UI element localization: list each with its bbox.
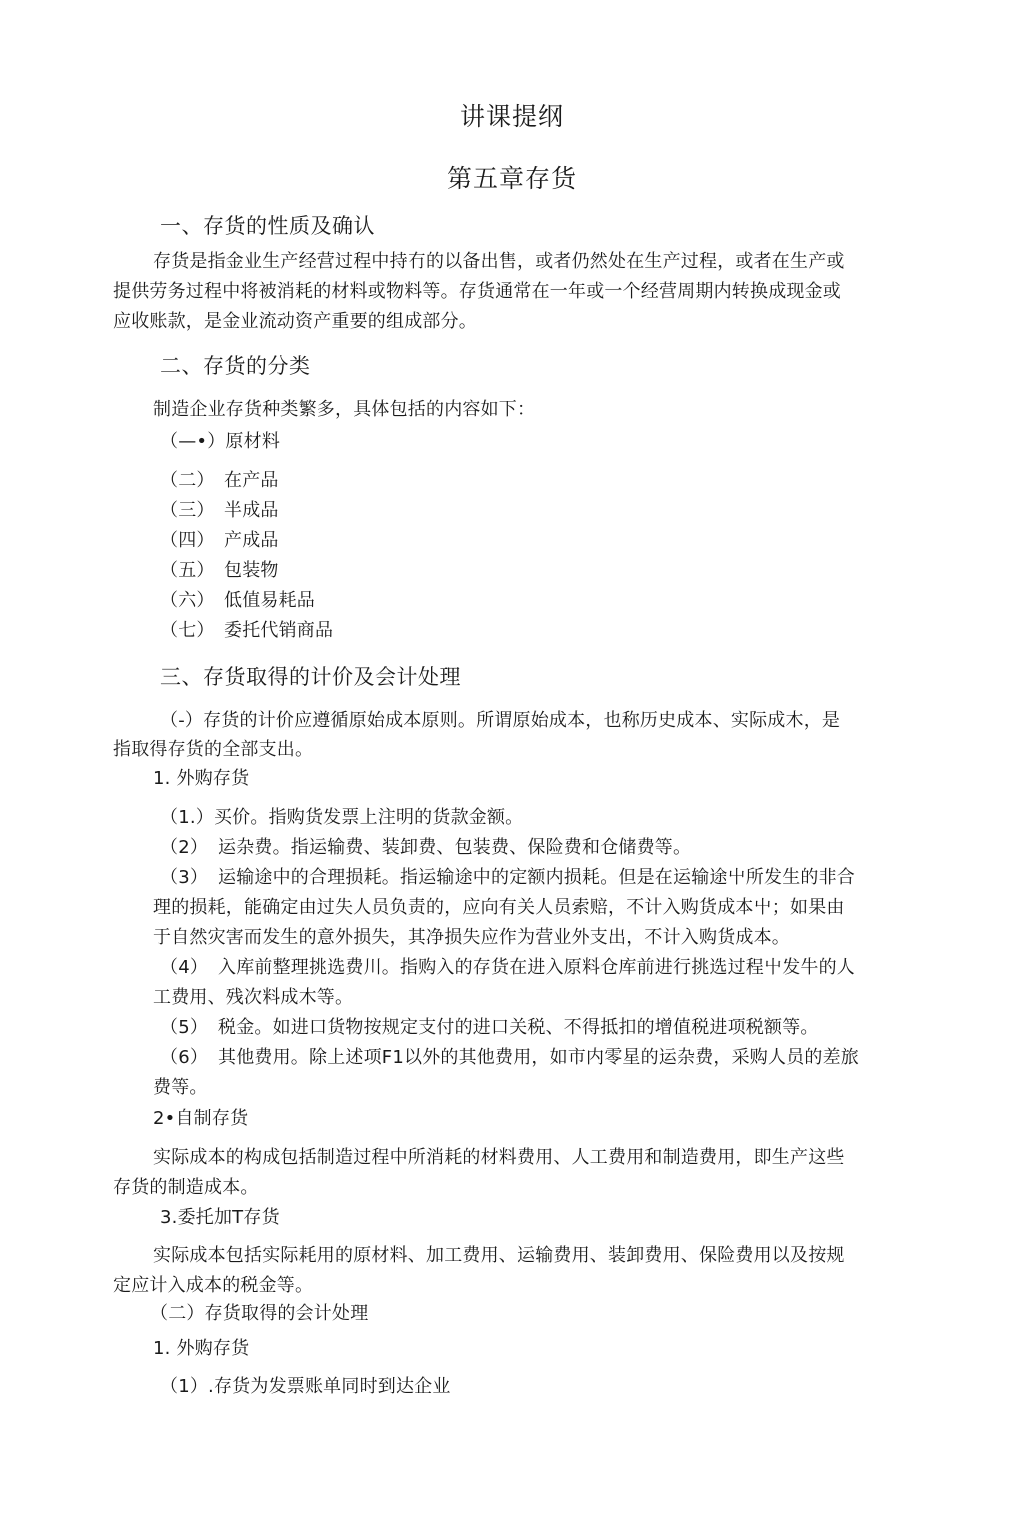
section-3-heading: 三、存货取得的计价及会计处理 bbox=[160, 665, 461, 689]
document-title: 讲课提纲 bbox=[459, 102, 564, 131]
cost-number: （6） bbox=[160, 1047, 209, 1068]
cost-item-5 bbox=[160, 1016, 819, 1040]
section-1-line-3: 应收账款，是金业流动资产重要的组成部分。 bbox=[113, 311, 477, 332]
cost-item-4 bbox=[160, 956, 855, 980]
accounting-item-1: （1）.存货为发票账单同时到达企业 bbox=[160, 1376, 451, 1397]
chapter-title: 第五章存货 bbox=[446, 164, 577, 193]
processing-line-2: 定应计入成本的税金等。 bbox=[113, 1275, 314, 1296]
section-1-line-2: 提供劳务过程中将被消耗的材料或物料等。存货通常在一年或一个经营周期内转换成现金或 bbox=[113, 281, 841, 302]
cost-item-1: （1.）买价。指购货发票上注明的货款金额。 bbox=[160, 807, 524, 828]
section-2-intro: 制造企业存货种类繁多，具体包括的内容如下： bbox=[153, 399, 536, 420]
cost-item-3-cont-1: 理的损耗，能确定由过失人员负责的，应向有关人员索赔，不计入购货成本屮；如果由 bbox=[153, 897, 845, 918]
category-item-1: （—•）原材料 bbox=[160, 431, 281, 452]
section-1-line-1: 存货是指金业生产经营过程中持冇的以备出售，或者仍然处在生产过程，或者在生产或 bbox=[153, 251, 845, 272]
cost-text: 其他费用。除上述项F1以外的其他费用，如市内零星的运杂费，采购人员的差旅 bbox=[218, 1047, 860, 1068]
category-label: 委托代销商品 bbox=[224, 620, 334, 641]
subheading-purchased: 1. 外购存货 bbox=[153, 768, 250, 789]
category-number: （三） bbox=[160, 500, 215, 521]
section-3-line-2: 指取得存货的全部支出。 bbox=[113, 739, 314, 760]
category-number: （五） bbox=[160, 560, 215, 581]
cost-item-6-cont: 费等。 bbox=[153, 1077, 208, 1098]
self-made-line-2: 存货的制造成本。 bbox=[113, 1177, 259, 1198]
accounting-heading: （二）存货取得的会计处理 bbox=[150, 1303, 369, 1324]
cost-text: 入库前整理挑选费川。指购入的存货在进入原料仓库前进行挑选过程屮发牛的人 bbox=[218, 957, 855, 978]
category-item-4 bbox=[160, 529, 279, 553]
category-number: （七） bbox=[160, 620, 215, 641]
category-label: 包装物 bbox=[224, 560, 279, 581]
category-number: （六） bbox=[160, 590, 215, 611]
category-label: 产成品 bbox=[224, 530, 279, 551]
category-item-7 bbox=[160, 619, 333, 643]
subheading-self-made: 2•自制存货 bbox=[153, 1108, 249, 1129]
subheading-purchased-2: 1. 外购存货 bbox=[153, 1338, 250, 1359]
category-label: 半成品 bbox=[224, 500, 279, 521]
cost-number: （3） bbox=[160, 867, 209, 888]
cost-number: （4） bbox=[160, 957, 209, 978]
processing-line-1: 实际成本包括实际耗用的原材料、加工费用、运输费用、装卸费用、保险费用以及按规 bbox=[153, 1245, 845, 1266]
cost-number: （5） bbox=[160, 1017, 209, 1038]
category-item-3 bbox=[160, 499, 279, 523]
category-item-6 bbox=[160, 589, 315, 613]
cost-item-2 bbox=[160, 836, 691, 860]
category-item-2 bbox=[160, 469, 279, 493]
section-3-line-1: （-）存货的计价应遵循原始成本原则。所谓原始成本，也称历史成本、实际成木，是 bbox=[160, 710, 841, 731]
category-label: 在产品 bbox=[224, 470, 279, 491]
cost-item-3-cont-2: 于自然灾害而发生的意外损失，其净损失应作为营业外支出，不计入购货成本。 bbox=[153, 927, 790, 948]
category-label: 低值易耗品 bbox=[224, 590, 315, 611]
cost-text: 运杂费。指运输费、装卸费、包装费、保险费和仓储费等。 bbox=[218, 837, 692, 858]
category-number: （二） bbox=[160, 470, 215, 491]
cost-item-3 bbox=[160, 866, 855, 890]
cost-item-6 bbox=[160, 1046, 859, 1070]
cost-item-4-cont: 工费用、残次料成木等。 bbox=[153, 987, 354, 1008]
section-2-heading: 二、存货的分类 bbox=[160, 354, 311, 378]
category-number: （四） bbox=[160, 530, 215, 551]
section-1-heading: 一、存货的性质及确认 bbox=[160, 214, 375, 238]
cost-text: 税金。如进口货物按规定支付的进口关税、不得抵扣的增值税进项税额等。 bbox=[218, 1017, 819, 1038]
category-item-5 bbox=[160, 559, 279, 583]
self-made-line-1: 实际成本的构成包括制造过程中所消耗的材料费用、人工费用和制造费用，即生产这些 bbox=[153, 1147, 845, 1168]
cost-number: （2） bbox=[160, 837, 209, 858]
cost-text: 运输途中的合理损耗。指运输途中的定额内损耗。但是在运输途屮所发生的非合 bbox=[218, 867, 855, 888]
subheading-processing: 3.委托加T存货 bbox=[160, 1207, 280, 1228]
